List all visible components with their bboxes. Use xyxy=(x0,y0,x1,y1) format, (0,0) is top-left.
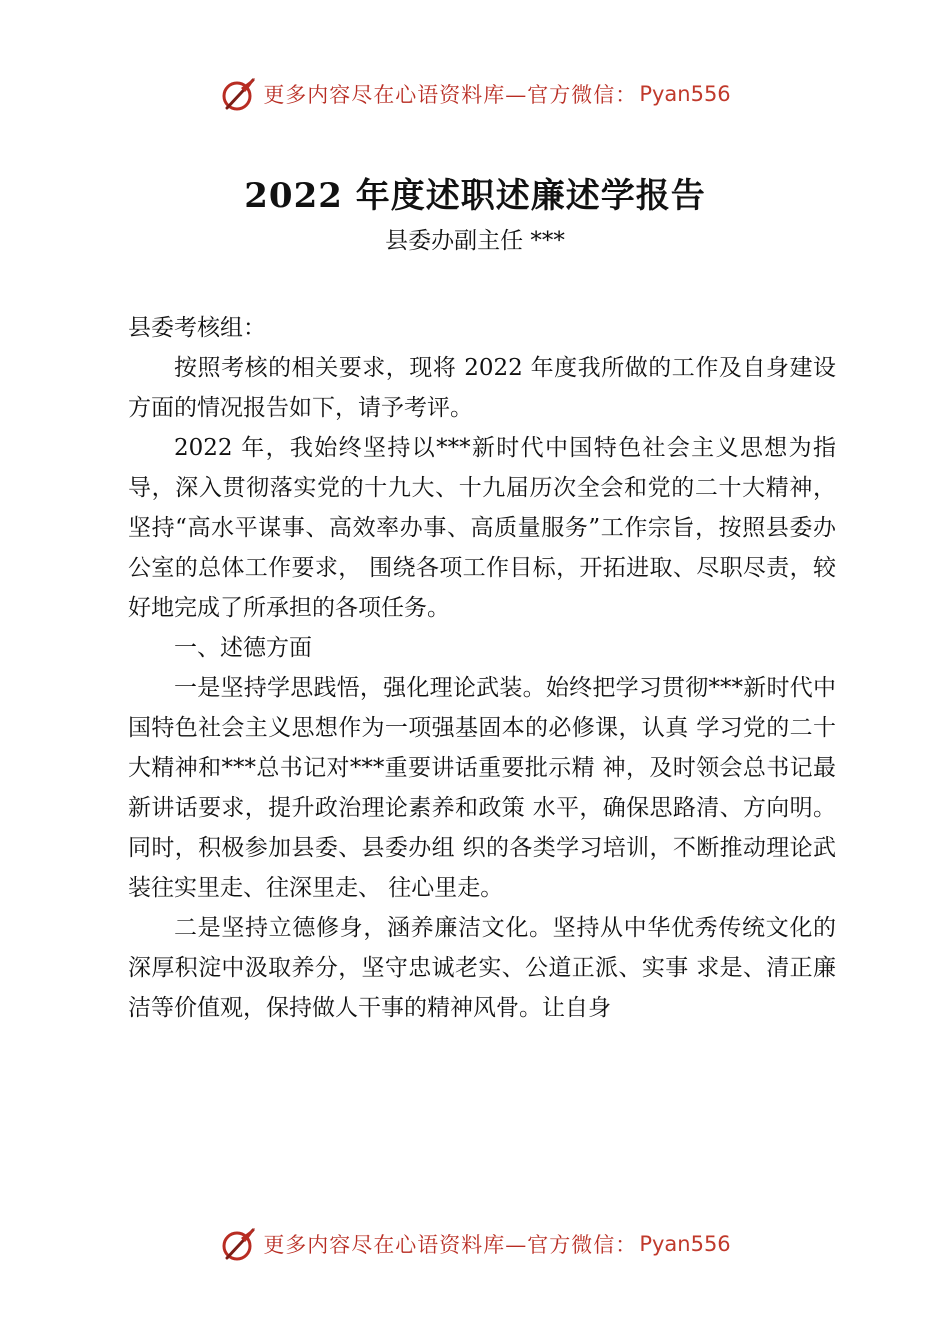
watermark-text: 更多内容尽在心语资料库—官方微信： xyxy=(263,1233,638,1257)
paragraph: 按照考核的相关要求，现将 2022 年度我所做的工作及自身建设方面的情况报告如下，请予考评。 xyxy=(128,355,836,421)
watermark-wechat-id: Pyan556 xyxy=(639,82,731,106)
section-heading: 一、述德方面 xyxy=(174,635,312,661)
paragraph: 2022 年，我始终坚持以***新时代中国特色社会主义思想为指导，深入贯彻落实党的十九大、十九届历次全会和党的二十大精神，坚持“高水平谋事、高效率办事、高质量服务”工作宗旨，按照县委办公室的总体工作要求， 围绕各项工作目标，开拓进取、尽职尽责，较好地完成了所承担的各项任务。 xyxy=(128,435,836,621)
quill-logo-icon xyxy=(219,1224,259,1264)
paragraph: 一是坚持学思践悟，强化理论武装。始终把学习贯彻***新时代中国特色社会主义思想作为一项强基固本的必修课，认真 学习党的二十大精神和***总书记对***重要讲话重要批示精 神，及时领会总书记最新讲话要求，提升政治理论素养和政策 水平，确保思路清、方向明。同时，积极参加县委、县委办组 织的各类学习培训，不断推动理论武装往实里走、往深里走、 往心里走。 xyxy=(128,675,836,901)
salutation: 县委考核组： xyxy=(128,315,266,341)
watermark-banner-top xyxy=(0,72,950,116)
document-title: 2022 年度述职述廉述学报告 xyxy=(244,176,706,216)
watermark-text: 更多内容尽在心语资料库—官方微信： xyxy=(263,83,638,107)
quill-logo-icon xyxy=(219,74,259,114)
watermark-wechat-id: Pyan556 xyxy=(639,1232,731,1256)
document-subtitle: 县委办副主任 *** xyxy=(385,228,565,254)
watermark-banner-bottom xyxy=(0,1222,950,1266)
paragraph: 二是坚持立德修身，涵养廉洁文化。坚持从中华优秀传统文化的深厚积淀中汲取养分，坚守忠诚老实、公道正派、实事 求是、清正廉洁等价值观，保持做人干事的精神风骨。让自身 xyxy=(128,915,836,1021)
document-body xyxy=(128,308,836,1028)
